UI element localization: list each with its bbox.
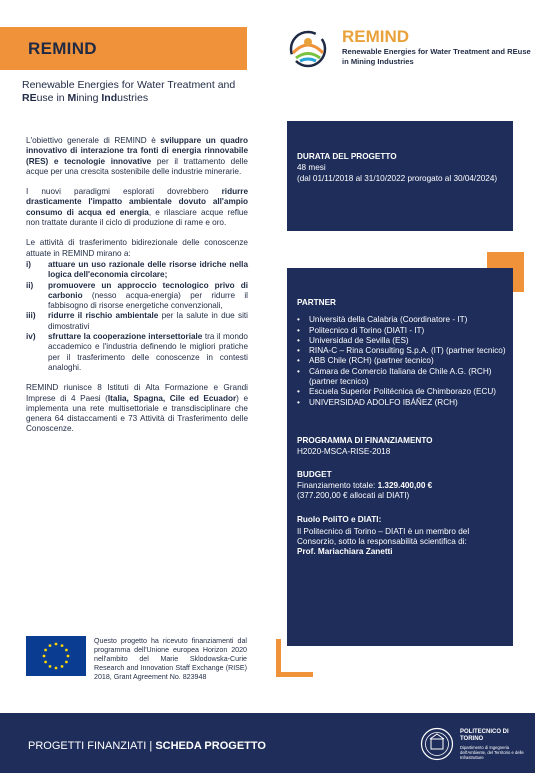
eu-star-icon xyxy=(55,643,58,646)
role-person: Prof. Mariachiara Zanetti xyxy=(297,547,393,557)
paragraph-objective: L'obiettivo generale di REMIND è sviluppare un quadro innovativo di interazione tra fonti di energia rinnovabile (RES) e tecnologie innovative per il trattamento delle acque per una crescita sostenibile delle industrie minerarie. xyxy=(26,136,248,176)
remind-logo-icon xyxy=(286,27,336,71)
list-item: • Università della Calabria (Coordinatore - IT) xyxy=(297,315,468,325)
main-text xyxy=(26,136,248,445)
list-item: ii) promuovere un approccio tecnologico privo di carbonio (nesso acqua-energia) per ridurre il fabbisogno di risorse energetiche convenzionali, xyxy=(26,280,248,311)
polito-logo xyxy=(420,727,530,763)
orange-accent-bracket xyxy=(276,639,313,677)
list-item: • Universidad de Sevilla (ES) xyxy=(297,335,409,345)
eu-star-icon xyxy=(65,649,68,652)
paragraph-activities-intro: Le attività di trasferimento bidirezionale delle conoscenze attuate in REMIND mirano a: xyxy=(26,238,248,258)
polito-name: POLITECNICO DI TORINO xyxy=(460,729,509,742)
polito-department: Dipartimento di Ingegneria dell'Ambiente, del Territorio e delle Infrastrutture xyxy=(460,745,524,760)
budget-total: Finanziamento totale: 1.329.400,00 € xyxy=(297,480,433,490)
eu-star-icon xyxy=(49,644,52,647)
paragraph-paradigms: I nuovi paradigmi esplorati dovrebbero ridurre drasticamente l'impatto ambientale dovuto all'ampio consumo di acqua ed energia, e rilasciare acque reflue non trattate durante il ciclo di produzione di rame e oro. xyxy=(26,187,248,228)
eu-star-icon xyxy=(61,665,64,668)
programme-value: H2020-MSCA-RISE-2018 xyxy=(297,447,391,457)
list-item: • ABB Chile (RCH) (partner tecnico) xyxy=(297,356,434,366)
list-item: • Politecnico di Torino (DIATI - IT) xyxy=(297,325,425,335)
role-text: Il Politecnico di Torino – DIATI è un membro del Consorzio, sotto la responsabilità scientifica di: xyxy=(297,526,470,547)
budget-diati: (377.200,00 € allocati al DIATI) xyxy=(297,491,410,501)
duration-value: 48 mesi xyxy=(297,163,326,173)
eu-star-icon xyxy=(44,649,47,652)
partner-heading: PARTNER xyxy=(297,298,336,307)
list-item: • UNIVERSIDAD ADOLFO IBÁÑEZ (RCH) xyxy=(297,397,458,407)
role-heading: Ruolo PoliTO e DIATI: xyxy=(297,515,382,525)
logo-tagline: Renewable Energies for Water Treatment and REuse in Mining Industries xyxy=(342,47,531,66)
remind-logo xyxy=(286,27,531,71)
list-item: • RINA-C – Rina Consulting S.p.A. (IT) (partner tecnico) xyxy=(297,346,506,356)
eu-star-icon xyxy=(65,661,68,664)
list-item: i) attuare un uso razionale delle risorse idriche nella logica dell'economia circolare; xyxy=(26,259,248,280)
list-item: iii) ridurre il rischio ambientale per la salute in due siti dimostrativi xyxy=(26,311,248,331)
eu-star-icon xyxy=(49,665,52,668)
footer-label: PROGETTI FINANZIATI | SCHEDA PROGETTO xyxy=(28,740,266,752)
duration-box xyxy=(287,121,513,231)
eu-star-icon xyxy=(43,655,46,658)
eu-star-icon xyxy=(67,655,70,658)
polito-seal-icon xyxy=(420,727,454,761)
partner-list xyxy=(297,315,507,408)
duration-detail: (dal 01/11/2018 al 31/10/2022 prorogato al 30/04/2024) xyxy=(297,173,498,183)
programme-heading: PROGRAMMA DI FINANZIAMENTO xyxy=(297,435,433,445)
logo-name: REMIND xyxy=(342,27,410,46)
page-title: REMIND xyxy=(28,39,97,58)
subtitle: Renewable Energies for Water Treatment and REuse in Mining Industries xyxy=(22,79,236,104)
paragraph-network: REMIND riunisce 8 Istituti di Alta Formazione e Grandi Imprese di 4 Paesi (Italia, Spagna, Cile ed Ecuador) e implementa una rete multisettoriale e transdisciplinare che genera 64 distaccamenti e 73 Attività di Trasferimento delle Conoscenze. xyxy=(26,383,248,434)
objectives-list xyxy=(26,260,248,373)
budget-heading: BUDGET xyxy=(297,469,332,479)
eu-flag-icon xyxy=(26,636,86,676)
list-item: • Escuela Superior Politécnica de Chimborazo (ECU) xyxy=(297,387,497,397)
duration-heading: DURATA DEL PROGETTO xyxy=(297,152,397,161)
eu-star-icon xyxy=(44,661,47,664)
eu-star-icon xyxy=(55,667,58,670)
eu-star-icon xyxy=(61,644,64,647)
eu-funding-note: Questo progetto ha ricevuto finanziamenti dal programma dell'Unione europea Horizon 2020 nell'ambito del Marie Sklodowska-Curie Research and Innovation Staff Exchange (RISE) 2018, Grant Agreement No. 823948 xyxy=(94,637,247,682)
list-item: • Cámara de Comercio Italiana de Chile A.G. (RCH) (partner tecnico) xyxy=(297,366,492,387)
list-item: iv) sfruttare la cooperazione intersettoriale tra il mondo accademico e l'industria definendo le migliori pratiche per il trasferimento delle conoscenze in contesti analoghi. xyxy=(26,332,248,372)
partner-box xyxy=(287,268,513,646)
